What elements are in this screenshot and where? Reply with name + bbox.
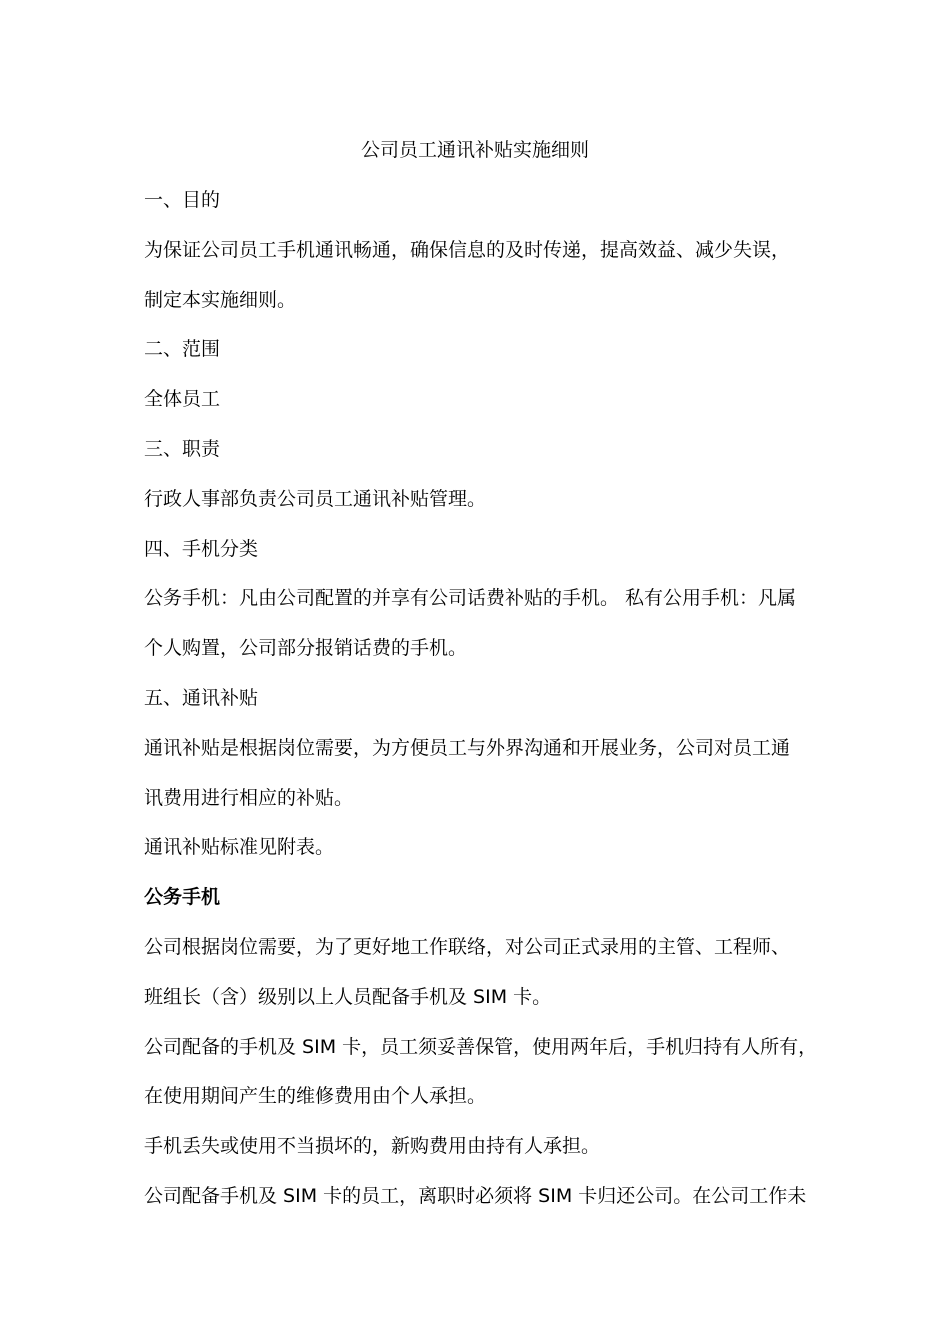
paragraph-line: 为保证公司员工手机通讯畅通，确保信息的及时传递，提高效益、减少失误，	[144, 239, 791, 261]
paragraph-line: 制定本实施细则。	[144, 289, 297, 311]
paragraph-line: 公司根据岗位需要，为了更好地工作联络，对公司正式录用的主管、工程师、	[144, 936, 791, 958]
paragraph-line: 通讯补贴标准见附表。	[144, 836, 335, 858]
heading-duties: 三、职责	[144, 438, 221, 460]
subheading-business-phone: 公务手机	[144, 886, 221, 908]
heading-scope: 二、范围	[144, 338, 221, 360]
paragraph-line: 公司配备的手机及 SIM 卡，员工须妥善保管，使用两年后，手机归持有人所有，	[144, 1036, 818, 1058]
paragraph-line: 通讯补贴是根据岗位需要，为方便员工与外界沟通和开展业务，公司对员工通	[144, 737, 791, 759]
paragraph-line: 讯费用进行相应的补贴。	[144, 787, 354, 809]
paragraph-line: 全体员工	[144, 388, 221, 410]
paragraph-line: 个人购置，公司部分报销话费的手机。	[144, 637, 468, 659]
paragraph-line: 班组长（含）级别以上人员配备手机及 SIM 卡。	[144, 986, 552, 1008]
paragraph-line: 公务手机：凡由公司配置的并享有公司话费补贴的手机。 私有公用手机：凡属	[144, 587, 797, 609]
paragraph-line: 在使用期间产生的维修费用由个人承担。	[144, 1085, 487, 1107]
document-title: 公司员工通讯补贴实施细则	[360, 139, 589, 161]
heading-phone-categories: 四、手机分类	[144, 538, 259, 560]
paragraph-line: 手机丢失或使用不当损坏的，新购费用由持有人承担。	[144, 1135, 601, 1157]
paragraph-line: 行政人事部负责公司员工通讯补贴管理。	[144, 488, 487, 510]
paragraph-line: 公司配备手机及 SIM 卡的员工，离职时必须将 SIM 卡归还公司。在公司工作未	[144, 1185, 807, 1207]
heading-communication-subsidy: 五、通讯补贴	[144, 687, 259, 709]
heading-purpose: 一、目的	[144, 189, 221, 211]
